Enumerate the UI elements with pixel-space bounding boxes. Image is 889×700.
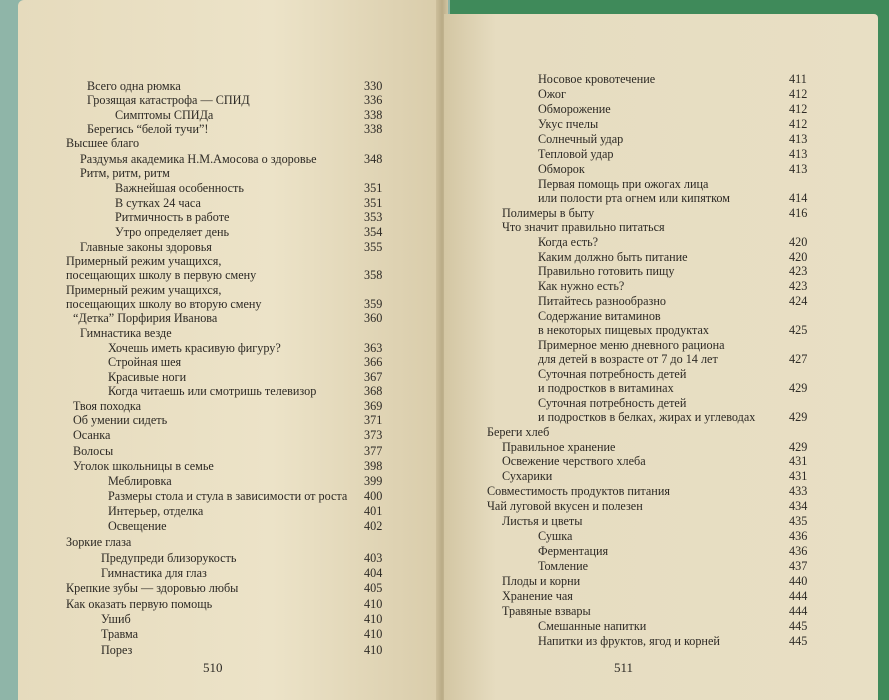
toc-page-number: 413 xyxy=(789,147,808,161)
left-toc xyxy=(18,0,442,700)
right-toc xyxy=(444,14,878,700)
toc-entry-title: Зоркие глаза xyxy=(66,535,132,549)
toc-page-number: 433 xyxy=(789,484,808,498)
toc-entry-title: Чай луговой вкусен и полезен xyxy=(487,499,643,513)
toc-page-number: 444 xyxy=(789,604,808,618)
toc-entry-title: Питайтесь разнообразно xyxy=(538,294,666,308)
toc-entry-title: Сухарики xyxy=(502,469,553,483)
toc-entry-title: Ферментация xyxy=(538,544,609,558)
toc-entry-title: Носовое кровотечение xyxy=(538,72,656,86)
toc-page-number: 404 xyxy=(364,566,383,580)
toc-entry-title: и подростков в белках, жирах и углеводах xyxy=(538,410,756,424)
toc-entry-title: Содержание витаминов xyxy=(538,309,661,323)
toc-page-number: 402 xyxy=(364,519,383,533)
toc-entry-title: Травяные взвары xyxy=(502,604,591,618)
toc-page-number: 429 xyxy=(789,410,808,424)
toc-entry-title: Волосы xyxy=(73,444,114,458)
toc-entry-title: Всего одна рюмка xyxy=(87,79,181,93)
toc-entry-title: Суточная потребность детей xyxy=(538,396,687,410)
toc-entry-title: Предупреди близорукость xyxy=(101,551,237,565)
toc-entry-title: “Детка” Порфирия Иванова xyxy=(73,311,218,325)
toc-page-number: 420 xyxy=(789,250,808,264)
toc-page-number: 338 xyxy=(364,108,383,122)
toc-entry-title: Симптомы СПИДа xyxy=(115,108,214,122)
toc-entry-title: Ушиб xyxy=(101,612,131,626)
toc-page-number: 445 xyxy=(789,634,808,648)
toc-entry-title: Что значит правильно питаться xyxy=(502,220,665,234)
toc-entry-title: Интерьер, отделка xyxy=(108,504,204,518)
toc-page-number: 366 xyxy=(364,355,383,369)
toc-entry-title: Совместимость продуктов питания xyxy=(487,484,670,498)
toc-page-number: 410 xyxy=(364,612,383,626)
right-page-number: 511 xyxy=(614,660,634,675)
toc-entry-title: Ожог xyxy=(538,87,567,101)
toc-page-number: 400 xyxy=(364,489,383,503)
toc-entry-title: Плоды и корни xyxy=(502,574,581,588)
toc-entry-title: Грозящая катастрофа — СПИД xyxy=(87,93,250,107)
toc-entry-title: Осанка xyxy=(73,428,111,442)
toc-entry-title: Утро определяет день xyxy=(115,225,230,239)
toc-page-number: 412 xyxy=(789,117,808,131)
toc-page-number: 445 xyxy=(789,619,808,633)
toc-page-number: 412 xyxy=(789,102,808,116)
toc-entry-title: Хочешь иметь красивую фигуру? xyxy=(108,341,281,355)
toc-entry-title: В сутках 24 часа xyxy=(115,196,201,210)
toc-entry-title: Томление xyxy=(538,559,589,573)
toc-page-number: 405 xyxy=(364,581,383,595)
toc-page-number: 336 xyxy=(364,93,383,107)
toc-entry-title: Сушка xyxy=(538,529,573,543)
toc-entry-title: Суточная потребность детей xyxy=(538,367,687,381)
toc-page-number: 355 xyxy=(364,240,383,254)
left-page xyxy=(18,0,442,700)
toc-entry-title: посещающих школу во вторую смену xyxy=(66,297,262,311)
toc-page-number: 414 xyxy=(789,191,808,205)
toc-entry-title: Полимеры в быту xyxy=(502,206,595,220)
toc-page-number: 429 xyxy=(789,381,808,395)
toc-page-number: 423 xyxy=(789,279,808,293)
toc-entry-title: Ритм, ритм, ритм xyxy=(80,166,170,180)
toc-page-number: 431 xyxy=(789,469,808,483)
toc-page-number: 360 xyxy=(364,311,383,325)
toc-entry-title: Уголок школьницы в семье xyxy=(73,459,214,473)
toc-entry-title: Гимнастика везде xyxy=(80,326,172,340)
toc-page-number: 399 xyxy=(364,474,383,488)
toc-page-number: 371 xyxy=(364,413,383,427)
toc-page-number: 351 xyxy=(364,196,383,210)
toc-page-number: 410 xyxy=(364,643,383,657)
toc-entry-title: и подростков в витаминах xyxy=(538,381,674,395)
toc-entry-title: Хранение чая xyxy=(502,589,573,603)
toc-page-number: 398 xyxy=(364,459,383,473)
left-page-number: 510 xyxy=(203,660,223,675)
toc-page-number: 330 xyxy=(364,79,383,93)
toc-entry-title: Как оказать первую помощь xyxy=(66,597,213,611)
toc-entry-title: Примерное меню дневного рациона xyxy=(538,338,725,352)
toc-page-number: 429 xyxy=(789,440,808,454)
toc-page-number: 416 xyxy=(789,206,808,220)
toc-page-number: 401 xyxy=(364,504,383,518)
toc-entry-title: Напитки из фруктов, ягод и корней xyxy=(538,634,720,648)
toc-entry-title: Смешанные напитки xyxy=(538,619,647,633)
toc-page-number: 353 xyxy=(364,210,383,224)
toc-entry-title: Правильное хранение xyxy=(502,440,616,454)
toc-entry-title: Листья и цветы xyxy=(502,514,583,528)
toc-page-number: 373 xyxy=(364,428,383,442)
toc-entry-title: Каким должно быть питание xyxy=(538,250,688,264)
toc-page-number: 434 xyxy=(789,499,808,513)
toc-page-number: 431 xyxy=(789,454,808,468)
toc-page-number: 412 xyxy=(789,87,808,101)
toc-entry-title: Освежение черствого хлеба xyxy=(502,454,646,468)
toc-entry-title: Примерный режим учащихся, xyxy=(66,283,222,297)
toc-entry-title: Травма xyxy=(101,627,139,641)
toc-entry-title: Об умении сидеть xyxy=(73,413,168,427)
toc-entry-title: Размеры стола и стула в зависимости от роста xyxy=(108,489,348,503)
toc-entry-title: для детей в возрасте от 7 до 14 лет xyxy=(538,352,718,366)
toc-page-number: 403 xyxy=(364,551,383,565)
toc-entry-title: Солнечный удар xyxy=(538,132,624,146)
toc-entry-title: Обморок xyxy=(538,162,585,176)
toc-entry-title: Берегись “белой тучи”! xyxy=(87,122,209,136)
toc-entry-title: Береги хлеб xyxy=(487,425,550,439)
toc-page-number: 348 xyxy=(364,152,383,166)
toc-entry-title: Тепловой удар xyxy=(538,147,614,161)
toc-entry-title: Высшее благо xyxy=(66,136,140,150)
toc-page-number: 363 xyxy=(364,341,383,355)
toc-page-number: 424 xyxy=(789,294,808,308)
right-page xyxy=(444,14,878,700)
toc-page-number: 410 xyxy=(364,597,383,611)
toc-entry-title: Укус пчелы xyxy=(538,117,599,131)
toc-page-number: 351 xyxy=(364,181,383,195)
toc-entry-title: Порез xyxy=(101,643,133,657)
toc-page-number: 368 xyxy=(364,384,383,398)
toc-entry-title: Твоя походка xyxy=(73,399,142,413)
toc-page-number: 440 xyxy=(789,574,808,588)
toc-page-number: 354 xyxy=(364,225,383,239)
toc-page-number: 411 xyxy=(789,72,807,86)
toc-page-number: 413 xyxy=(789,162,808,176)
toc-page-number: 435 xyxy=(789,514,808,528)
toc-entry-title: Первая помощь при ожогах лица xyxy=(538,177,709,191)
toc-entry-title: Красивые ноги xyxy=(108,370,187,384)
toc-entry-title: Крепкие зубы — здоровью любы xyxy=(66,581,239,595)
toc-page-number: 413 xyxy=(789,132,808,146)
toc-page-number: 369 xyxy=(364,399,383,413)
toc-page-number: 436 xyxy=(789,544,808,558)
toc-page-number: 423 xyxy=(789,264,808,278)
toc-page-number: 410 xyxy=(364,627,383,641)
toc-page-number: 377 xyxy=(364,444,383,458)
toc-page-number: 437 xyxy=(789,559,808,573)
toc-entry-title: Правильно готовить пищу xyxy=(538,264,675,278)
toc-entry-title: Раздумья академика Н.М.Амосова о здоровье xyxy=(80,152,317,166)
toc-page-number: 444 xyxy=(789,589,808,603)
toc-page-number: 338 xyxy=(364,122,383,136)
toc-page-number: 436 xyxy=(789,529,808,543)
toc-entry-title: Главные законы здоровья xyxy=(80,240,212,254)
toc-entry-title: Стройная шея xyxy=(108,355,182,369)
toc-page-number: 359 xyxy=(364,297,383,311)
toc-entry-title: Ритмичность в работе xyxy=(115,210,230,224)
toc-entry-title: Важнейшая особенность xyxy=(115,181,244,195)
toc-entry-title: Освещение xyxy=(108,519,167,533)
toc-page-number: 425 xyxy=(789,323,808,337)
toc-entry-title: Как нужно есть? xyxy=(538,279,625,293)
toc-entry-title: Меблировка xyxy=(108,474,172,488)
toc-entry-title: Обморожение xyxy=(538,102,611,116)
toc-entry-title: посещающих школу в первую смену xyxy=(66,268,257,282)
toc-page-number: 358 xyxy=(364,268,383,282)
toc-page-number: 367 xyxy=(364,370,383,384)
toc-page-number: 427 xyxy=(789,352,808,366)
toc-entry-title: или полости рта огнем или кипятком xyxy=(538,191,731,205)
toc-entry-title: Примерный режим учащихся, xyxy=(66,254,222,268)
toc-entry-title: Когда читаешь или смотришь телевизор xyxy=(108,384,317,398)
toc-entry-title: в некоторых пищевых продуктах xyxy=(538,323,709,337)
toc-entry-title: Когда есть? xyxy=(538,235,599,249)
toc-entry-title: Гимнастика для глаз xyxy=(101,566,207,580)
toc-page-number: 420 xyxy=(789,235,808,249)
